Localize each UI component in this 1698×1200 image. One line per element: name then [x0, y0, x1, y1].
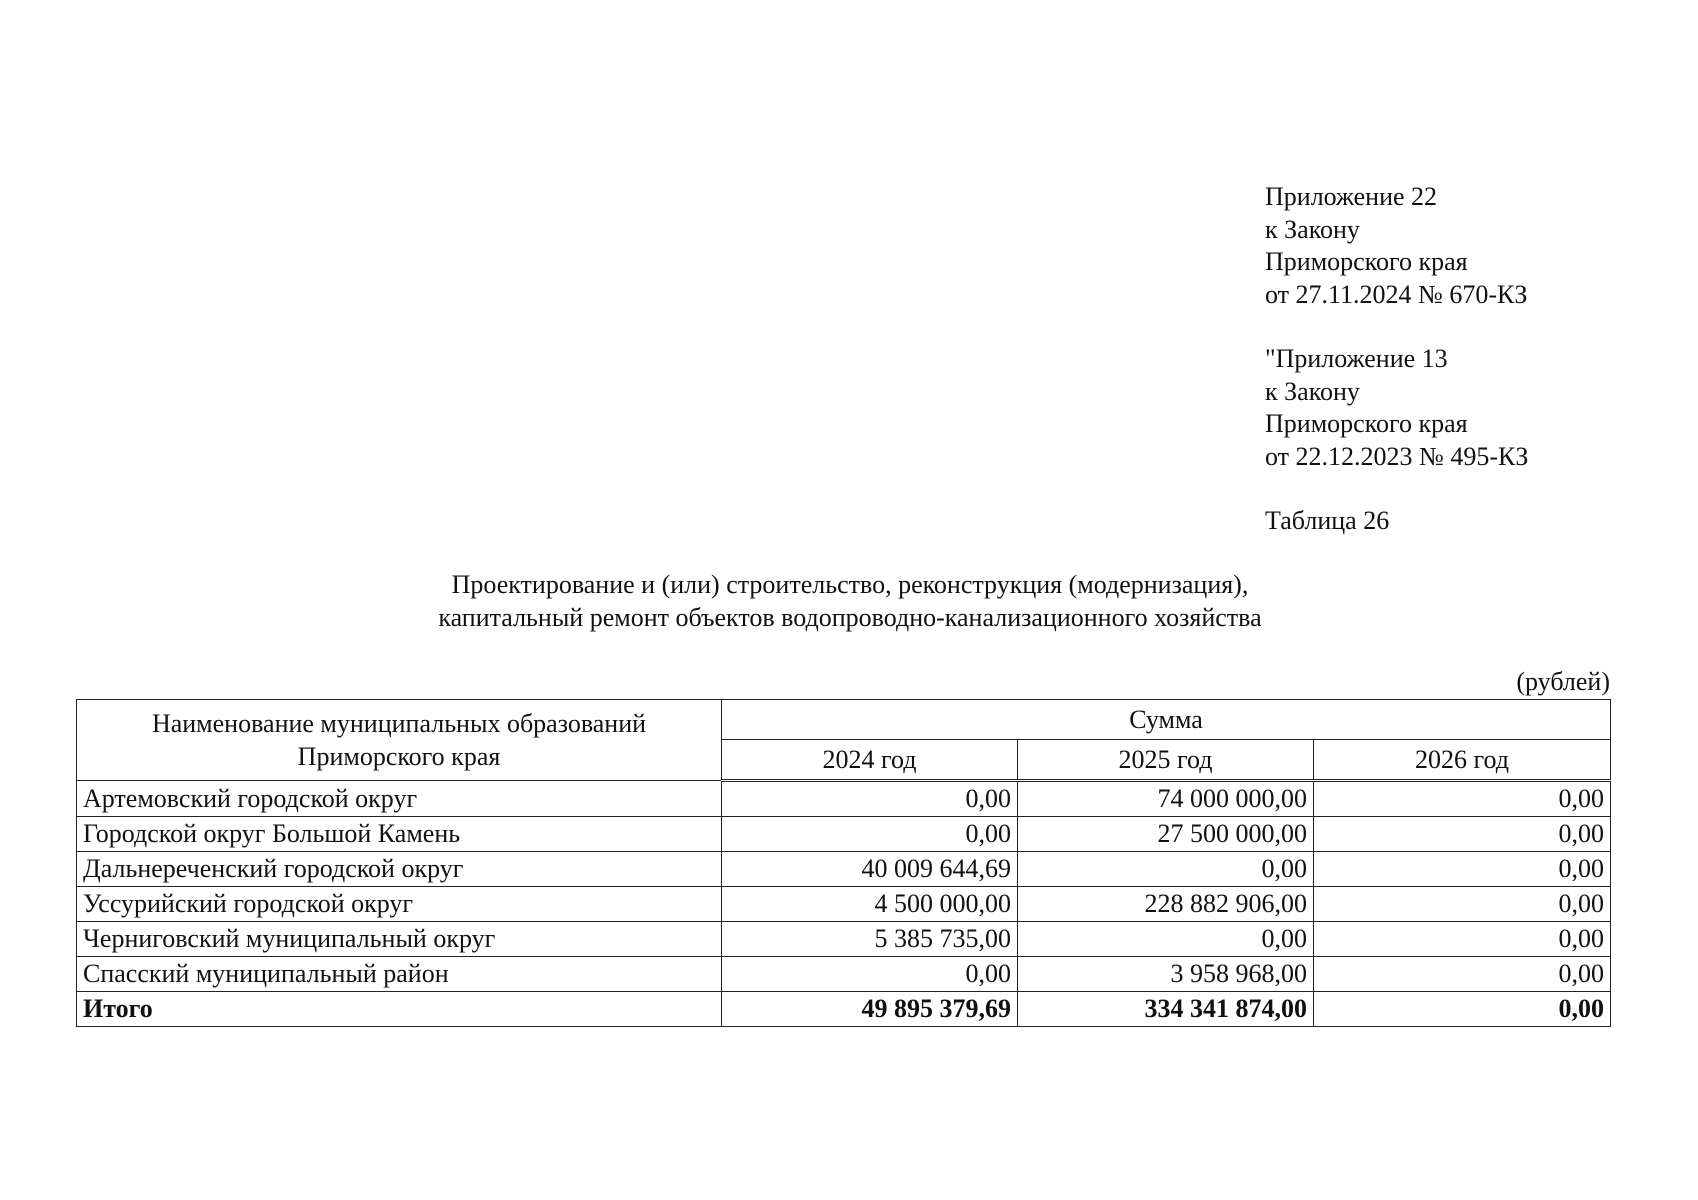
table-row: [77, 781, 1611, 817]
amount-2025: 3 958 968,00: [1018, 957, 1314, 992]
amount-2026: 0,00: [1314, 922, 1611, 957]
table-row: [77, 922, 1611, 957]
municipality-name: Городской округ Большой Камень: [77, 817, 722, 852]
annex-block-original-law: [1265, 343, 1528, 473]
amount-2024: 0,00: [722, 817, 1018, 852]
table-row: [77, 852, 1611, 887]
column-header-sum: Сумма: [722, 700, 1611, 740]
municipality-name: Артемовский городской округ: [77, 781, 722, 817]
amount-2024: 5 385 735,00: [722, 922, 1018, 957]
table-row: [77, 887, 1611, 922]
funding-table: [76, 699, 1611, 1027]
units-label: (рублей): [1516, 667, 1610, 696]
annex-line: "Приложение 13: [1265, 344, 1448, 373]
document-title: [200, 568, 1500, 634]
amount-2026: 0,00: [1314, 957, 1611, 992]
municipality-name: Спасский муниципальный район: [77, 957, 722, 992]
column-header-municipality: [77, 700, 722, 781]
amount-2024: 4 500 000,00: [722, 887, 1018, 922]
annex-line: от 27.11.2024 № 670-КЗ: [1265, 279, 1528, 309]
amount-2025: 228 882 906,00: [1018, 887, 1314, 922]
document-title-line-2: капитальный ремонт объектов водопроводно-канализационного хозяйства: [438, 603, 1262, 632]
amount-2024: 40 009 644,69: [722, 852, 1018, 887]
amount-2026: 0,00: [1314, 887, 1611, 922]
column-header-municipality-line-1: Наименование муниципальных образований: [151, 709, 647, 738]
total-2025: 334 341 874,00: [1018, 992, 1314, 1027]
annex-line: к Закону: [1265, 214, 1360, 244]
column-header-2025: 2025 год: [1018, 740, 1314, 781]
amount-2025: 0,00: [1018, 922, 1314, 957]
column-header-2026: 2026 год: [1314, 740, 1611, 781]
amount-2024: 0,00: [722, 781, 1018, 817]
municipality-name: Дальнереченский городской округ: [77, 852, 722, 887]
amount-2025: 74 000 000,00: [1018, 781, 1314, 817]
column-header-municipality-line-2: Приморского края: [297, 742, 501, 771]
annex-block-current-law: [1265, 181, 1527, 311]
document-title-line-1: Проектирование и (или) строительство, реконструкция (модернизация),: [451, 570, 1249, 599]
municipality-name: Черниговский муниципальный округ: [77, 922, 722, 957]
total-2026: 0,00: [1314, 992, 1611, 1027]
annex-line: Приморского края: [1265, 247, 1468, 276]
municipality-name: Уссурийский городской округ: [77, 887, 722, 922]
total-2024: 49 895 379,69: [722, 992, 1018, 1027]
amount-2025: 27 500 000,00: [1018, 817, 1314, 852]
annex-line: Приморского края: [1265, 409, 1468, 438]
amount-2024: 0,00: [722, 957, 1018, 992]
column-header-2024: 2024 год: [722, 740, 1018, 781]
annex-line: от 22.12.2023 № 495-КЗ: [1265, 441, 1529, 471]
annex-line: Приложение 22: [1265, 182, 1438, 211]
table-header-row: [77, 700, 1611, 740]
table-row: [77, 817, 1611, 852]
amount-2025: 0,00: [1018, 852, 1314, 887]
table-number: Таблица 26: [1265, 506, 1390, 535]
annex-line: к Закону: [1265, 376, 1360, 406]
total-label: Итого: [77, 992, 722, 1027]
amount-2026: 0,00: [1314, 852, 1611, 887]
amount-2026: 0,00: [1314, 781, 1611, 817]
table-total-row: [77, 992, 1611, 1027]
amount-2026: 0,00: [1314, 817, 1611, 852]
table-row: [77, 957, 1611, 992]
